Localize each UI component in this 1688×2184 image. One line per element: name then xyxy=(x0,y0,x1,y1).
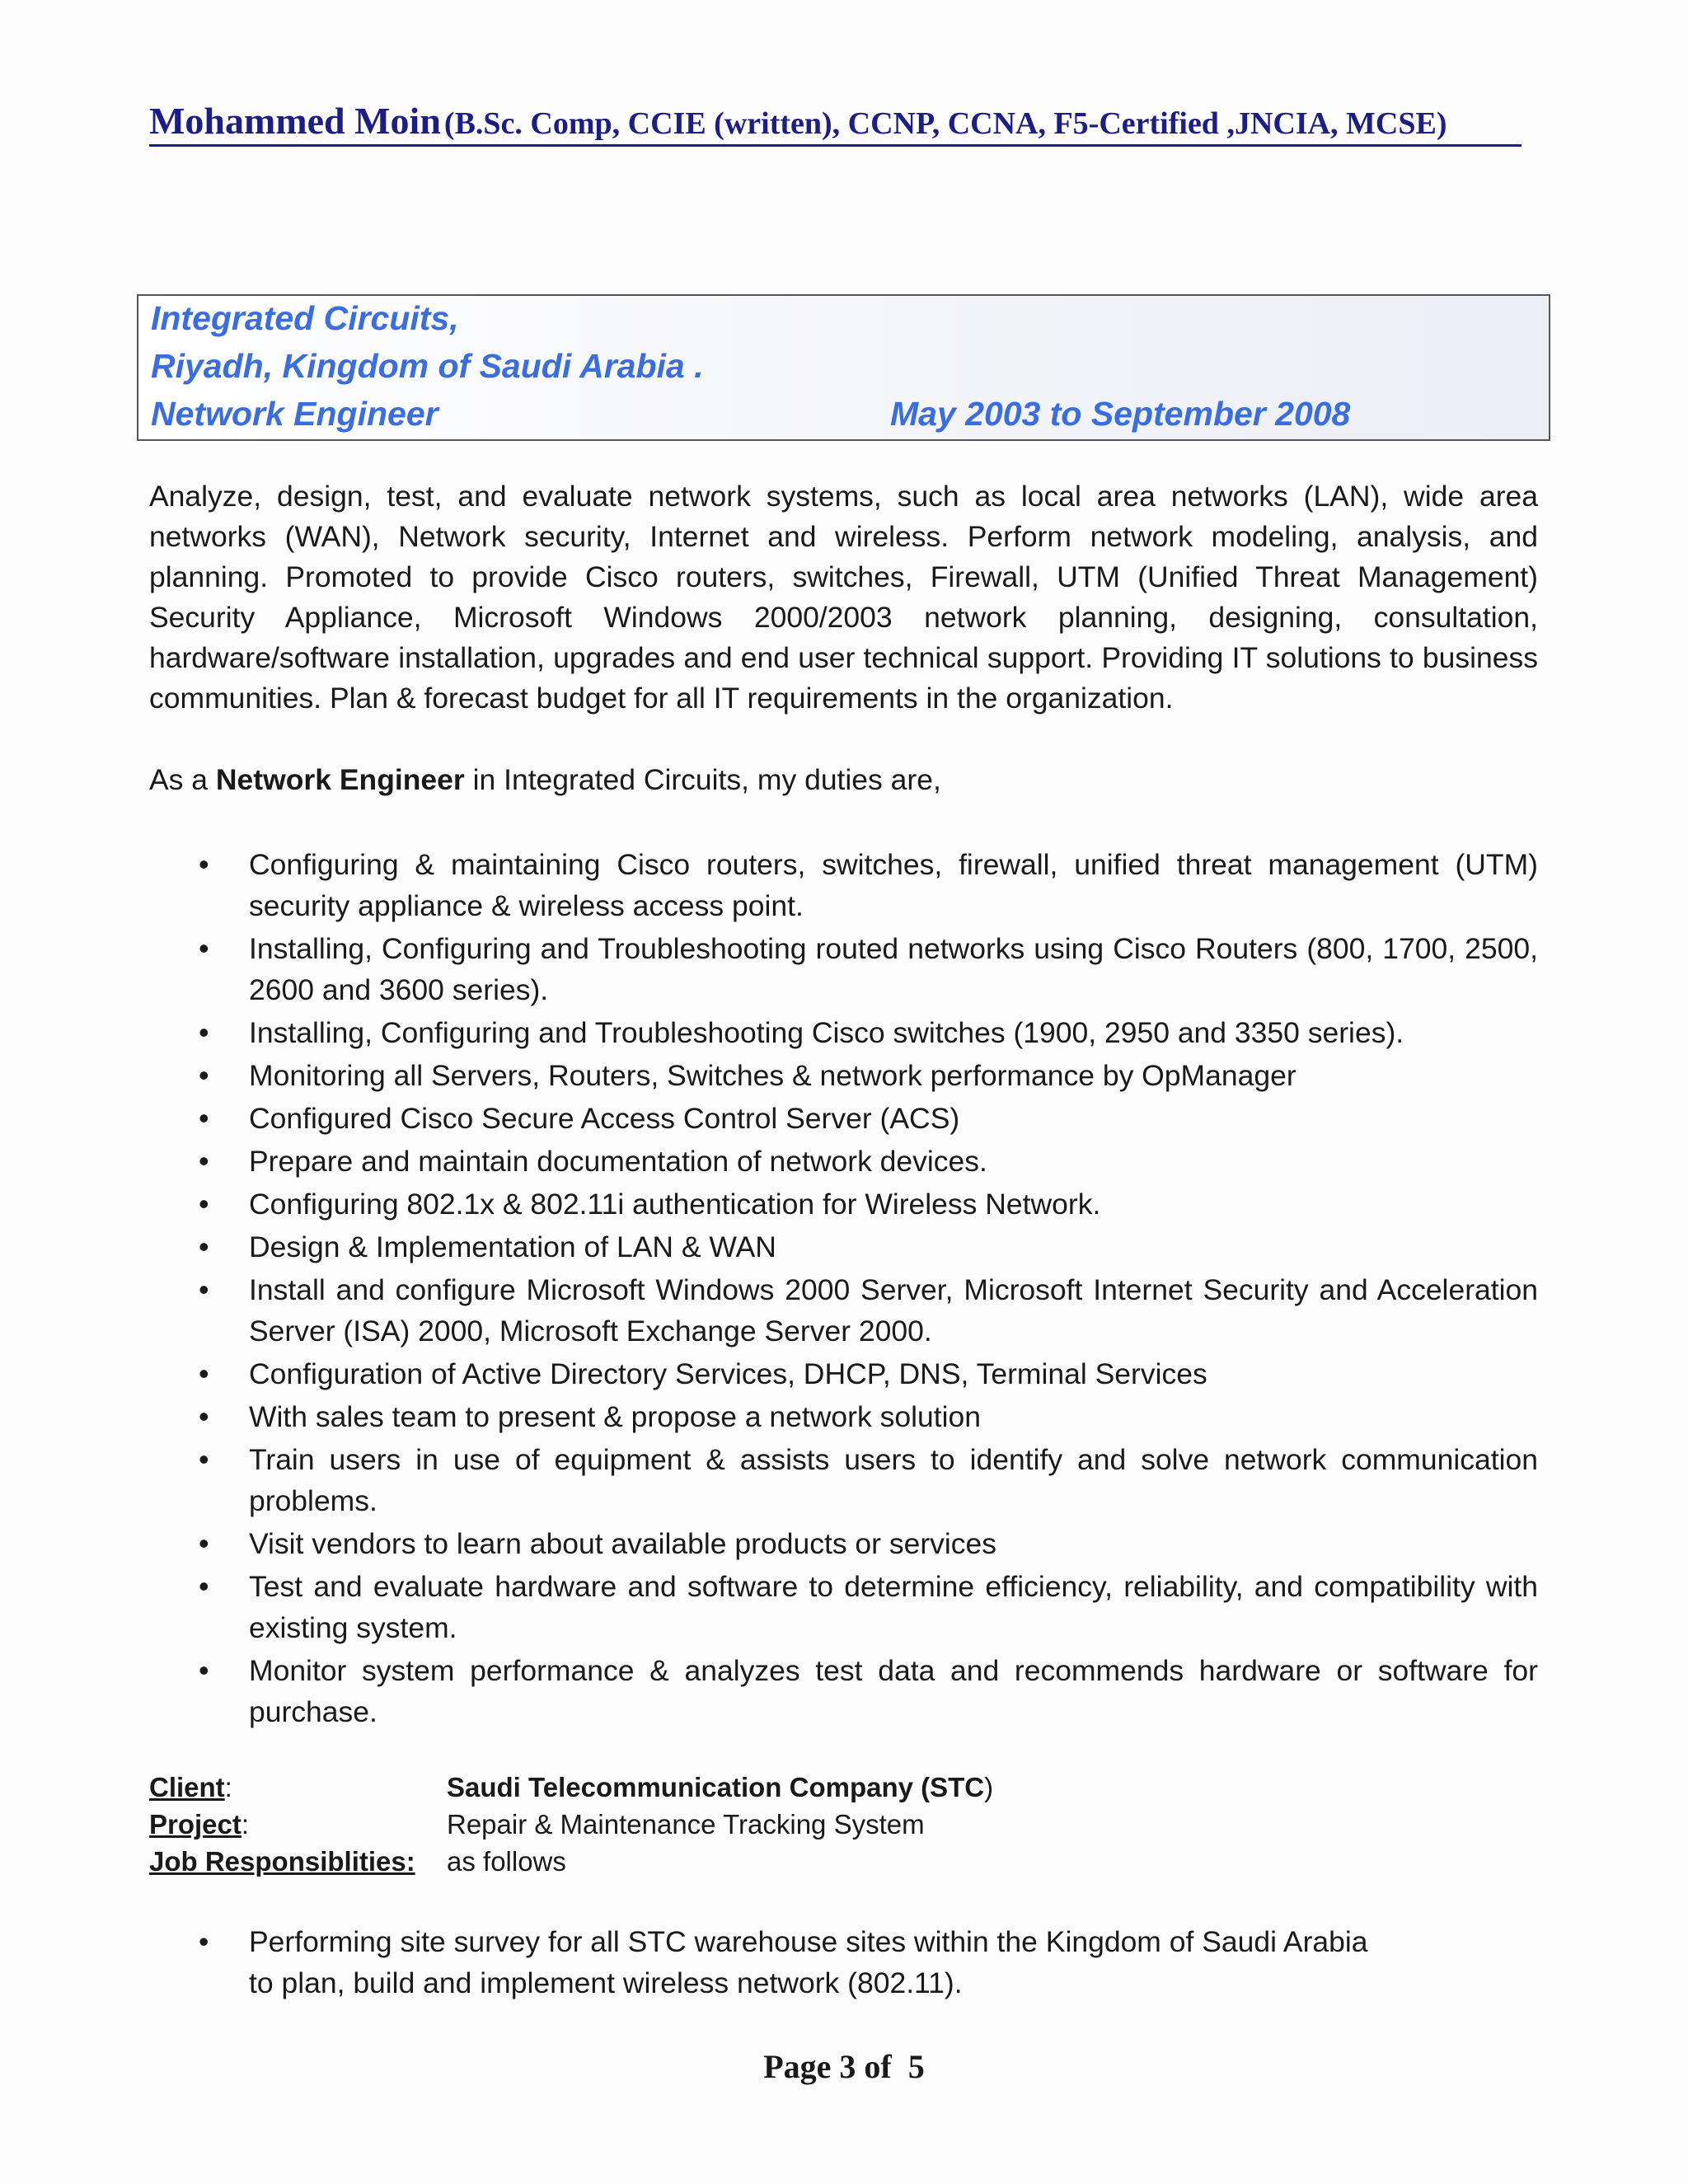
client-colon: : xyxy=(224,1772,232,1802)
duty-text: With sales team to present & propose a network solution xyxy=(249,1400,981,1433)
list-item xyxy=(149,1141,1538,1182)
bullet-icon: • xyxy=(199,1058,209,1092)
duty-text: Install and configure Microsoft Windows 2000 Server, Microsoft Internet Security and Acceleration Server (ISA) 2000, Microsoft Exchange Server 2000. xyxy=(249,1273,1538,1347)
list-item xyxy=(149,844,1538,926)
intro-paragraph: Analyze, design, test, and evaluate network systems, such as local area networks (LAN), wide area networks (WAN), Network security, Internet and wireless. Perform network modeling, analysis, and planning. Promoted to provide Cisco routers, switches, Firewall, UTM (Unified Threat Management) Security Appliance, Microsoft Windows 2000/2003 network planning, designing, consultation, hardware/software installation, upgrades and end user technical support. Providing IT solutions to business communities. Plan & forecast budget for all IT requirements in the organization. xyxy=(149,480,1538,715)
page-number: Page 3 of 5 xyxy=(763,2048,925,2085)
resume-header xyxy=(149,99,1522,147)
duty-text: Monitoring all Servers, Routers, Switches & network performance by OpManager xyxy=(249,1059,1296,1092)
bullet-icon: • xyxy=(199,1442,209,1476)
bullet-icon: • xyxy=(199,1187,209,1221)
list-item xyxy=(149,1396,1538,1437)
duty-text: Configured Cisco Secure Access Control Server (ACS) xyxy=(249,1102,960,1135)
list-item xyxy=(149,1098,1538,1139)
bullet-icon: • xyxy=(199,1399,209,1433)
stc-duties-list xyxy=(149,1921,1538,2004)
list-item xyxy=(149,1650,1538,1732)
bullet-icon: • xyxy=(199,1925,209,1958)
duty-text: Prepare and maintain documentation of network devices. xyxy=(249,1145,987,1178)
client-row xyxy=(149,1769,1538,1806)
bullet-icon: • xyxy=(199,1230,209,1263)
stc-duty-line-2: to plan, build and implement wireless network (802.11). xyxy=(249,1966,963,1999)
duty-text: Configuring 802.1x & 802.11i authentication for Wireless Network. xyxy=(249,1188,1101,1221)
job-title: Network Engineer xyxy=(151,395,438,433)
bullet-icon: • xyxy=(199,1526,209,1560)
job-company: Integrated Circuits, xyxy=(151,299,459,337)
list-item xyxy=(149,1566,1538,1648)
list-item xyxy=(149,928,1538,1010)
duty-text: Train users in use of equipment & assists users to identify and solve network communication problems. xyxy=(249,1443,1538,1517)
duties-lead-role: Network Engineer xyxy=(215,763,465,796)
candidate-name: Mohammed Moin xyxy=(149,100,441,142)
stc-duty-line-1: Performing site survey for all STC warehouse sites within the Kingdom of Saudi Arabia xyxy=(249,1925,1368,1958)
list-item xyxy=(149,1055,1538,1096)
project-value: Repair & Maintenance Tracking System xyxy=(447,1809,925,1840)
responsibilities-label: Job Responsiblities: xyxy=(149,1846,415,1877)
project-colon: : xyxy=(241,1809,250,1840)
bullet-icon: • xyxy=(199,1357,209,1390)
duty-text: Visit vendors to learn about available products or services xyxy=(249,1527,997,1560)
duties-lead xyxy=(149,760,1538,800)
duty-text: Test and evaluate hardware and software to determine efficiency, reliability, and compatibility with existing system. xyxy=(249,1570,1538,1644)
bullet-icon: • xyxy=(199,1653,209,1687)
list-item xyxy=(149,1439,1538,1521)
list-item xyxy=(149,1523,1538,1564)
bullet-icon: • xyxy=(199,1101,209,1135)
responsibilities-row xyxy=(149,1843,1538,1880)
duty-text: Monitor system performance & analyzes test data and recommends hardware or software for purchase. xyxy=(249,1654,1538,1728)
list-item xyxy=(149,1183,1538,1225)
job-location: Riyadh, Kingdom of Saudi Arabia . xyxy=(151,347,704,385)
bullet-icon: • xyxy=(199,847,209,881)
client-value-suffix: ) xyxy=(984,1772,994,1802)
responsibilities-value: as follows xyxy=(447,1846,566,1877)
job-header-box xyxy=(137,294,1550,441)
bullet-icon: • xyxy=(199,1569,209,1603)
list-item xyxy=(149,1269,1538,1352)
candidate-credentials: (B.Sc. Comp, CCIE (written), CCNP, CCNA, F5-Certified ,JNCIA, MCSE) xyxy=(443,106,1447,141)
bullet-icon: • xyxy=(199,1015,209,1049)
client-value: Saudi Telecommunication Company (STC xyxy=(447,1772,985,1802)
duties-list xyxy=(149,844,1538,1734)
duty-text: Installing, Configuring and Troubleshooting routed networks using Cisco Routers (800, 1700, 2500, 2600 and 3600 series). xyxy=(249,932,1538,1006)
duty-text: Configuration of Active Directory Services, DHCP, DNS, Terminal Services xyxy=(249,1357,1207,1390)
bullet-icon: • xyxy=(199,1272,209,1306)
bullet-icon: • xyxy=(199,931,209,965)
list-item xyxy=(149,1353,1538,1394)
project-row xyxy=(149,1806,1538,1843)
duty-text: Design & Implementation of LAN & WAN xyxy=(249,1230,776,1263)
project-label: Project xyxy=(149,1809,241,1840)
list-item xyxy=(149,1012,1538,1053)
bullet-icon: • xyxy=(199,1144,209,1178)
client-info xyxy=(149,1769,1538,1880)
job-dates: May 2003 to September 2008 xyxy=(890,395,1351,433)
duties-lead-suffix: in Integrated Circuits, my duties are, xyxy=(464,763,941,796)
list-item xyxy=(149,1226,1538,1268)
duty-text: Configuring & maintaining Cisco routers, switches, firewall, unified threat management (UTM) security appliance & wireless access point. xyxy=(249,848,1538,922)
list-item xyxy=(149,1921,1538,2004)
client-label: Client xyxy=(149,1772,225,1802)
duty-text: Installing, Configuring and Troubleshooting Cisco switches (1900, 2950 and 3350 series). xyxy=(249,1016,1404,1049)
duties-lead-prefix: As a xyxy=(149,763,216,796)
